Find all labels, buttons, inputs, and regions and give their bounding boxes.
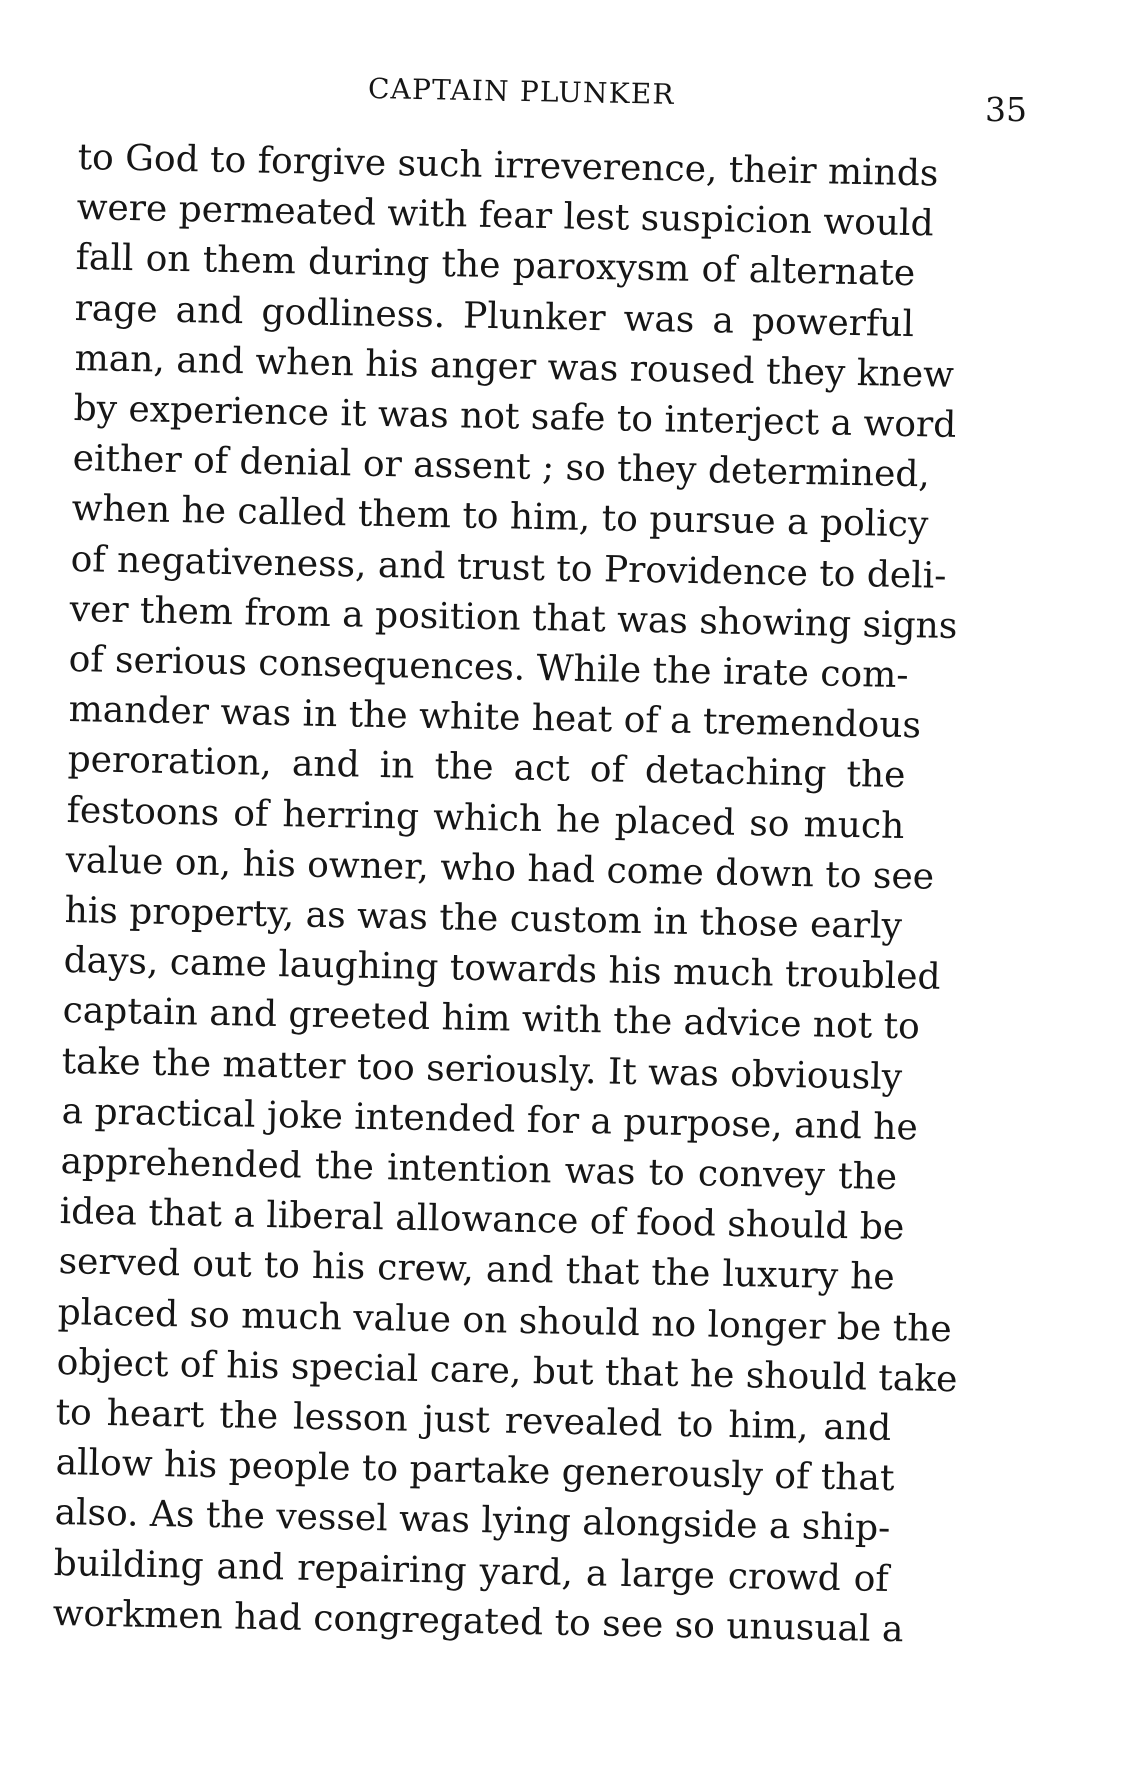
text-line: festoons of herring which he placed so much <box>66 789 905 847</box>
text-line: peroration, and in the act of detaching the <box>66 739 906 797</box>
text-line: mander was in the white heat of a tremendous <box>67 689 921 747</box>
text-line: ver them from a position that was showing signs <box>69 588 958 647</box>
text-line: of serious consequences. While the irate com- <box>68 639 910 697</box>
running-title: CAPTAIN PLUNKER <box>367 72 676 111</box>
text-line: value on, his owner, who had come down to see <box>65 839 935 898</box>
text-line: to heart the lesson just revealed to him, and <box>55 1392 893 1450</box>
page-number: 35 <box>985 90 1027 129</box>
text-line: by experience it was not safe to interject a word <box>72 388 957 446</box>
text-line: rage and godliness. Plunker was a powerful <box>74 287 915 345</box>
text-line: served out to his crew, and that the luxury he <box>58 1241 896 1299</box>
text-line: allow his people to partake generously of that <box>54 1442 895 1500</box>
text-line: were permeated with fear lest suspicion would <box>76 187 935 245</box>
text-line: building and repairing yard, a large crowd of <box>53 1542 889 1600</box>
text-line: placed so much value on should no longer be the <box>57 1291 953 1350</box>
text-line: to God to forgive such irreverence, their minds <box>77 137 939 195</box>
text-line: a practical joke intended for a purpose, and he <box>60 1090 918 1149</box>
text-line: either of denial or assent ; so they determined, <box>72 438 931 496</box>
text-line: workmen had congregated to see so unusual a <box>52 1592 904 1651</box>
text-line: object of his special care, but that he should take <box>56 1341 959 1401</box>
running-head <box>0 62 1138 129</box>
text-line: man, and when his anger was roused they knew <box>73 337 954 396</box>
text-line: fall on them during the paroxysm of alternate <box>75 237 916 295</box>
text-line: apprehended the intention was to convey the <box>60 1141 898 1199</box>
text-line: also. As the vessel was lying alongside a ship- <box>53 1492 891 1550</box>
text-line: days, came laughing towards his much troubled <box>63 940 942 999</box>
text-line: of negativeness, and trust to Providence to deli- <box>70 538 947 597</box>
text-line: his property, as was the custom in those early <box>64 890 903 948</box>
text-line: captain and greeted him with the advice not to <box>62 990 921 1048</box>
text-line: take the matter too seriously. It was obviously <box>61 1040 903 1098</box>
text-line: when he called them to him, to pursue a policy <box>71 488 929 546</box>
text-line: idea that a liberal allowance of food should be <box>59 1191 905 1249</box>
